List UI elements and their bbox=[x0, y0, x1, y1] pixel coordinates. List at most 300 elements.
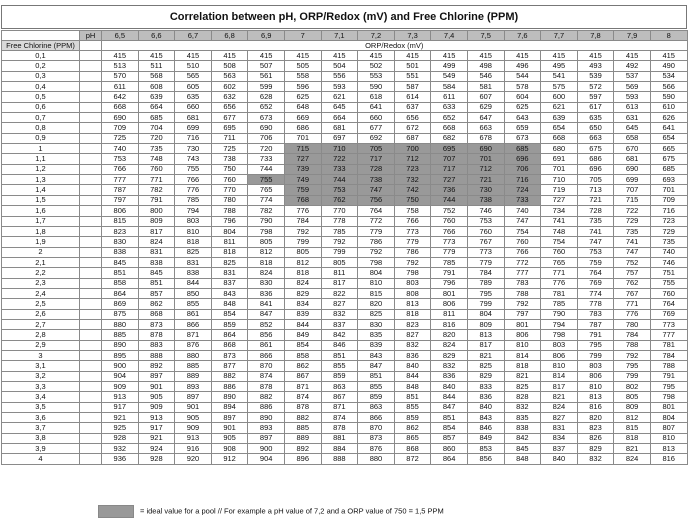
orp-value-cell: 675 bbox=[650, 154, 687, 164]
ppm-cell: 3,8 bbox=[2, 433, 80, 443]
orp-value-cell: 632 bbox=[211, 92, 248, 102]
orp-value-cell: 832 bbox=[394, 340, 431, 350]
orp-value-cell: 495 bbox=[541, 61, 578, 71]
orp-value-cell: 811 bbox=[211, 237, 248, 247]
orp-value-cell: 824 bbox=[248, 268, 285, 278]
orp-value-cell: 504 bbox=[321, 61, 358, 71]
orp-value-cell: 762 bbox=[321, 195, 358, 205]
ph-value-header: 7,1 bbox=[321, 31, 358, 41]
orp-value-cell: 740 bbox=[102, 144, 139, 154]
orp-value-cell: 812 bbox=[284, 257, 321, 267]
orp-value-cell: 820 bbox=[577, 413, 614, 423]
orp-value-cell: 857 bbox=[431, 433, 468, 443]
orp-value-cell: 537 bbox=[614, 71, 651, 81]
orp-value-cell: 912 bbox=[211, 454, 248, 464]
ppm-cell: 1,8 bbox=[2, 226, 80, 236]
orp-value-cell: 813 bbox=[650, 444, 687, 454]
orp-value-cell: 741 bbox=[614, 237, 651, 247]
orp-value-cell: 675 bbox=[577, 144, 614, 154]
orp-value-cell: 759 bbox=[284, 185, 321, 195]
orp-value-cell: 629 bbox=[467, 102, 504, 112]
orp-value-cell: 696 bbox=[504, 154, 541, 164]
orp-value-cell: 905 bbox=[211, 433, 248, 443]
orp-value-cell: 851 bbox=[321, 350, 358, 360]
orp-value-cell: 882 bbox=[211, 371, 248, 381]
orp-value-cell: 920 bbox=[175, 454, 212, 464]
orp-value-cell: 715 bbox=[284, 144, 321, 154]
orp-value-cell: 617 bbox=[577, 102, 614, 112]
orp-value-cell: 776 bbox=[175, 185, 212, 195]
orp-value-cell: 790 bbox=[541, 309, 578, 319]
orp-value-cell: 844 bbox=[394, 371, 431, 381]
orp-value-cell: 851 bbox=[358, 371, 395, 381]
blank-cell bbox=[80, 113, 102, 123]
orp-value-cell: 637 bbox=[394, 102, 431, 112]
orp-value-cell: 858 bbox=[284, 350, 321, 360]
orp-value-cell: 558 bbox=[284, 71, 321, 81]
orp-value-cell: 415 bbox=[284, 51, 321, 61]
orp-value-cell: 693 bbox=[650, 175, 687, 185]
orp-value-cell: 855 bbox=[394, 402, 431, 412]
orp-value-cell: 880 bbox=[358, 454, 395, 464]
orp-value-cell: 833 bbox=[467, 382, 504, 392]
orp-value-cell: 686 bbox=[577, 154, 614, 164]
blank-cell bbox=[80, 226, 102, 236]
orp-value-cell: 730 bbox=[467, 185, 504, 195]
subheader-row bbox=[2, 41, 688, 51]
orp-value-cell: 806 bbox=[504, 330, 541, 340]
orp-value-cell: 884 bbox=[321, 444, 358, 454]
orp-value-cell: 551 bbox=[394, 71, 431, 81]
orp-value-cell: 861 bbox=[175, 309, 212, 319]
table-row bbox=[2, 123, 688, 133]
orp-value-cell: 764 bbox=[577, 268, 614, 278]
orp-value-cell: 510 bbox=[175, 61, 212, 71]
orp-value-cell: 784 bbox=[284, 216, 321, 226]
orp-value-cell: 811 bbox=[321, 268, 358, 278]
orp-value-cell: 789 bbox=[467, 278, 504, 288]
blank-cell bbox=[80, 144, 102, 154]
table-row bbox=[2, 340, 688, 350]
orp-value-cell: 806 bbox=[577, 371, 614, 381]
correlation-table bbox=[1, 30, 688, 465]
orp-value-cell: 735 bbox=[138, 144, 175, 154]
orp-value-cell: 871 bbox=[321, 402, 358, 412]
orp-value-cell: 893 bbox=[175, 382, 212, 392]
orp-value-cell: 621 bbox=[321, 92, 358, 102]
orp-value-cell: 851 bbox=[431, 413, 468, 423]
orp-value-cell: 635 bbox=[175, 92, 212, 102]
orp-value-cell: 600 bbox=[541, 92, 578, 102]
orp-value-cell: 824 bbox=[614, 454, 651, 464]
ph-value-header: 8 bbox=[650, 31, 687, 41]
orp-value-cell: 917 bbox=[102, 402, 139, 412]
orp-value-cell: 871 bbox=[175, 330, 212, 340]
orp-value-cell: 740 bbox=[504, 206, 541, 216]
orp-value-cell: 798 bbox=[650, 392, 687, 402]
orp-value-cell: 751 bbox=[650, 268, 687, 278]
blank-cell bbox=[80, 92, 102, 102]
orp-value-cell: 849 bbox=[284, 330, 321, 340]
orp-value-cell: 681 bbox=[175, 113, 212, 123]
orp-value-cell: 760 bbox=[431, 216, 468, 226]
orp-value-cell: 831 bbox=[541, 423, 578, 433]
orp-value-cell: 701 bbox=[467, 154, 504, 164]
orp-value-cell: 877 bbox=[211, 361, 248, 371]
orp-value-cell: 788 bbox=[504, 288, 541, 298]
orp-value-cell: 802 bbox=[614, 382, 651, 392]
orp-value-cell: 733 bbox=[321, 164, 358, 174]
orp-value-cell: 821 bbox=[467, 350, 504, 360]
orp-value-cell: 691 bbox=[541, 154, 578, 164]
orp-value-cell: 851 bbox=[394, 392, 431, 402]
blank-cell bbox=[80, 371, 102, 381]
orp-value-cell: 660 bbox=[358, 113, 395, 123]
orp-value-cell: 815 bbox=[358, 288, 395, 298]
orp-value-cell: 803 bbox=[175, 216, 212, 226]
orp-value-cell: 590 bbox=[650, 92, 687, 102]
ppm-cell: 3,9 bbox=[2, 444, 80, 454]
orp-value-cell: 677 bbox=[358, 123, 395, 133]
orp-value-cell: 847 bbox=[431, 402, 468, 412]
orp-value-cell: 645 bbox=[614, 123, 651, 133]
orp-value-cell: 844 bbox=[431, 392, 468, 402]
orp-value-cell: 766 bbox=[431, 226, 468, 236]
orp-value-cell: 821 bbox=[504, 371, 541, 381]
orp-value-cell: 865 bbox=[394, 433, 431, 443]
orp-value-cell: 608 bbox=[138, 82, 175, 92]
orp-value-cell: 830 bbox=[102, 237, 139, 247]
orp-value-cell: 805 bbox=[321, 257, 358, 267]
ppm-cell: 1,6 bbox=[2, 206, 80, 216]
orp-value-cell: 720 bbox=[248, 144, 285, 154]
orp-value-cell: 669 bbox=[284, 113, 321, 123]
orp-value-cell: 859 bbox=[394, 413, 431, 423]
orp-value-cell: 765 bbox=[248, 185, 285, 195]
orp-value-cell: 826 bbox=[577, 433, 614, 443]
orp-value-cell: 904 bbox=[102, 371, 139, 381]
orp-value-cell: 747 bbox=[577, 237, 614, 247]
orp-value-cell: 818 bbox=[211, 247, 248, 257]
orp-value-cell: 786 bbox=[394, 247, 431, 257]
orp-value-cell: 800 bbox=[138, 206, 175, 216]
orp-value-cell: 706 bbox=[504, 164, 541, 174]
orp-value-cell: 777 bbox=[650, 330, 687, 340]
orp-value-cell: 774 bbox=[248, 195, 285, 205]
orp-value-cell: 678 bbox=[467, 133, 504, 143]
orp-value-cell: 932 bbox=[102, 444, 139, 454]
orp-value-cell: 744 bbox=[431, 195, 468, 205]
orp-value-cell: 614 bbox=[394, 92, 431, 102]
orp-value-cell: 788 bbox=[614, 340, 651, 350]
blank-cell bbox=[80, 433, 102, 443]
orp-value-cell: 797 bbox=[504, 309, 541, 319]
orp-value-cell: 754 bbox=[504, 226, 541, 236]
orp-value-cell: 843 bbox=[467, 413, 504, 423]
orp-value-cell: 716 bbox=[175, 133, 212, 143]
orp-value-cell: 840 bbox=[541, 454, 578, 464]
orp-value-cell: 799 bbox=[614, 371, 651, 381]
orp-value-cell: 769 bbox=[577, 278, 614, 288]
orp-value-cell: 837 bbox=[211, 278, 248, 288]
orp-value-cell: 569 bbox=[614, 82, 651, 92]
table-row bbox=[2, 237, 688, 247]
orp-value-cell: 886 bbox=[211, 382, 248, 392]
blank-cell bbox=[80, 454, 102, 464]
orp-value-cell: 663 bbox=[577, 133, 614, 143]
orp-value-cell: 570 bbox=[102, 71, 139, 81]
orp-value-cell: 735 bbox=[650, 237, 687, 247]
blank-cell bbox=[80, 82, 102, 92]
orp-value-cell: 855 bbox=[358, 382, 395, 392]
orp-value-cell: 759 bbox=[577, 257, 614, 267]
orp-value-cell: 755 bbox=[248, 175, 285, 185]
orp-value-cell: 928 bbox=[102, 433, 139, 443]
ppm-cell: 1,1 bbox=[2, 154, 80, 164]
orp-value-cell: 896 bbox=[284, 454, 321, 464]
orp-value-cell: 842 bbox=[504, 433, 541, 443]
orp-value-cell: 660 bbox=[175, 102, 212, 112]
orp-value-cell: 801 bbox=[431, 288, 468, 298]
orp-value-cell: 924 bbox=[138, 444, 175, 454]
orp-value-cell: 764 bbox=[358, 206, 395, 216]
orp-value-cell: 415 bbox=[431, 51, 468, 61]
orp-value-cell: 587 bbox=[394, 82, 431, 92]
orp-value-cell: 889 bbox=[175, 371, 212, 381]
orp-value-cell: 875 bbox=[102, 309, 139, 319]
orp-value-cell: 717 bbox=[431, 164, 468, 174]
ppm-cell: 0,1 bbox=[2, 51, 80, 61]
table-row bbox=[2, 257, 688, 267]
orp-value-cell: 780 bbox=[614, 319, 651, 329]
orp-value-cell: 818 bbox=[284, 268, 321, 278]
orp-value-cell: 804 bbox=[650, 413, 687, 423]
orp-value-cell: 890 bbox=[248, 413, 285, 423]
orp-value-cell: 799 bbox=[284, 237, 321, 247]
orp-value-cell: 892 bbox=[284, 444, 321, 454]
table-row bbox=[2, 278, 688, 288]
blank-cell bbox=[80, 268, 102, 278]
orp-value-cell: 794 bbox=[175, 206, 212, 216]
orp-value-cell: 815 bbox=[102, 216, 139, 226]
orp-value-cell: 901 bbox=[138, 382, 175, 392]
orp-value-cell: 785 bbox=[431, 257, 468, 267]
orp-value-cell: 856 bbox=[467, 454, 504, 464]
orp-value-cell: 415 bbox=[248, 51, 285, 61]
orp-value-cell: 741 bbox=[577, 226, 614, 236]
orp-value-cell: 868 bbox=[394, 444, 431, 454]
table-row bbox=[2, 154, 688, 164]
orp-value-cell: 493 bbox=[577, 61, 614, 71]
orp-value-cell: 778 bbox=[321, 216, 358, 226]
orp-value-cell: 841 bbox=[248, 299, 285, 309]
orp-value-cell: 633 bbox=[431, 102, 468, 112]
orp-value-cell: 656 bbox=[211, 102, 248, 112]
orp-value-cell: 596 bbox=[284, 82, 321, 92]
orp-value-cell: 415 bbox=[321, 51, 358, 61]
orp-value-cell: 806 bbox=[541, 350, 578, 360]
orp-value-cell: 720 bbox=[138, 133, 175, 143]
row-header-label: Free Chlorine (PPM) bbox=[2, 41, 80, 51]
orp-value-cell: 581 bbox=[467, 82, 504, 92]
orp-value-cell: 681 bbox=[614, 154, 651, 164]
blank-cell bbox=[80, 288, 102, 298]
table-row bbox=[2, 413, 688, 423]
orp-value-cell: 805 bbox=[614, 392, 651, 402]
orp-value-cell: 722 bbox=[614, 206, 651, 216]
orp-value-cell: 721 bbox=[467, 175, 504, 185]
orp-value-cell: 605 bbox=[175, 82, 212, 92]
orp-value-cell: 719 bbox=[541, 185, 578, 195]
orp-value-cell: 840 bbox=[467, 402, 504, 412]
orp-value-cell: 710 bbox=[321, 144, 358, 154]
table-row bbox=[2, 113, 688, 123]
orp-value-cell: 825 bbox=[358, 309, 395, 319]
orp-value-cell: 628 bbox=[248, 92, 285, 102]
blank-cell bbox=[80, 237, 102, 247]
orp-value-cell: 894 bbox=[211, 402, 248, 412]
orp-value-cell: 798 bbox=[248, 226, 285, 236]
ph-value-header: 6,8 bbox=[211, 31, 248, 41]
orp-value-cell: 766 bbox=[504, 247, 541, 257]
ppm-cell: 3 bbox=[2, 350, 80, 360]
orp-value-cell: 864 bbox=[211, 330, 248, 340]
orp-value-cell: 690 bbox=[467, 144, 504, 154]
orp-value-cell: 756 bbox=[358, 195, 395, 205]
orp-value-cell: 820 bbox=[431, 330, 468, 340]
orp-value-cell: 888 bbox=[138, 350, 175, 360]
orp-value-cell: 771 bbox=[541, 268, 578, 278]
orp-value-cell: 851 bbox=[138, 278, 175, 288]
orp-value-cell: 732 bbox=[394, 175, 431, 185]
ppm-cell: 0,3 bbox=[2, 71, 80, 81]
orp-value-cell: 832 bbox=[431, 361, 468, 371]
orp-value-cell: 728 bbox=[358, 164, 395, 174]
orp-value-cell: 584 bbox=[431, 82, 468, 92]
orp-value-cell: 502 bbox=[358, 61, 395, 71]
ppm-cell: 0,7 bbox=[2, 113, 80, 123]
orp-value-cell: 811 bbox=[431, 309, 468, 319]
orp-value-cell: 822 bbox=[321, 288, 358, 298]
orp-value-cell: 798 bbox=[394, 268, 431, 278]
ppm-cell: 0,4 bbox=[2, 82, 80, 92]
orp-value-cell: 593 bbox=[614, 92, 651, 102]
ph-value-header: 7,5 bbox=[467, 31, 504, 41]
orp-value-cell: 866 bbox=[358, 413, 395, 423]
orp-value-cell: 809 bbox=[138, 216, 175, 226]
ph-label: pH bbox=[80, 31, 102, 41]
blank-cell bbox=[80, 340, 102, 350]
orp-value-cell: 723 bbox=[394, 164, 431, 174]
blank-cell bbox=[80, 382, 102, 392]
orp-value-cell: 701 bbox=[650, 185, 687, 195]
orp-value-cell: 772 bbox=[358, 216, 395, 226]
orp-value-cell: 785 bbox=[175, 195, 212, 205]
orp-value-cell: 736 bbox=[431, 185, 468, 195]
orp-value-cell: 783 bbox=[577, 309, 614, 319]
orp-value-cell: 695 bbox=[431, 144, 468, 154]
orp-value-cell: 900 bbox=[248, 444, 285, 454]
orp-value-cell: 866 bbox=[248, 350, 285, 360]
ppm-cell: 2,3 bbox=[2, 278, 80, 288]
orp-value-cell: 892 bbox=[138, 361, 175, 371]
orp-value-cell: 792 bbox=[358, 247, 395, 257]
orp-value-cell: 717 bbox=[358, 154, 395, 164]
orp-value-cell: 652 bbox=[431, 113, 468, 123]
orp-value-cell: 778 bbox=[577, 299, 614, 309]
orp-value-cell: 766 bbox=[102, 164, 139, 174]
blank-cell bbox=[80, 247, 102, 257]
table-row bbox=[2, 330, 688, 340]
ppm-cell: 3,5 bbox=[2, 402, 80, 412]
orp-value-cell: 905 bbox=[175, 413, 212, 423]
orp-value-cell: 813 bbox=[467, 330, 504, 340]
orp-value-cell: 735 bbox=[577, 216, 614, 226]
orp-value-cell: 880 bbox=[175, 350, 212, 360]
orp-value-cell: 885 bbox=[175, 361, 212, 371]
orp-value-cell: 795 bbox=[577, 340, 614, 350]
orp-value-cell: 728 bbox=[577, 206, 614, 216]
orp-value-cell: 760 bbox=[211, 175, 248, 185]
orp-value-cell: 680 bbox=[541, 144, 578, 154]
orp-value-cell: 856 bbox=[248, 330, 285, 340]
orp-value-cell: 544 bbox=[504, 71, 541, 81]
orp-value-cell: 643 bbox=[504, 113, 541, 123]
orp-value-cell: 738 bbox=[358, 175, 395, 185]
orp-value-cell: 511 bbox=[138, 61, 175, 71]
orp-value-cell: 773 bbox=[467, 247, 504, 257]
orp-value-cell: 697 bbox=[321, 133, 358, 143]
orp-value-cell: 824 bbox=[431, 340, 468, 350]
orp-value-cell: 686 bbox=[284, 123, 321, 133]
orp-value-cell: 735 bbox=[614, 226, 651, 236]
ph-value-header: 7,2 bbox=[358, 31, 395, 41]
orp-value-cell: 677 bbox=[211, 113, 248, 123]
orp-value-cell: 861 bbox=[248, 340, 285, 350]
orp-value-cell: 845 bbox=[102, 257, 139, 267]
orp-value-cell: 835 bbox=[504, 413, 541, 423]
orp-value-cell: 765 bbox=[541, 257, 578, 267]
table-row bbox=[2, 268, 688, 278]
ppm-cell: 2 bbox=[2, 247, 80, 257]
orp-value-cell: 565 bbox=[175, 71, 212, 81]
ph-value-header: 7,6 bbox=[504, 31, 541, 41]
orp-value-cell: 776 bbox=[614, 309, 651, 319]
ph-value-header: 6,7 bbox=[175, 31, 212, 41]
orp-value-cell: 729 bbox=[614, 216, 651, 226]
orp-value-cell: 739 bbox=[284, 164, 321, 174]
ppm-cell: 1,3 bbox=[2, 175, 80, 185]
orp-value-cell: 845 bbox=[504, 444, 541, 454]
table-row bbox=[2, 144, 688, 154]
orp-value-cell: 611 bbox=[431, 92, 468, 102]
orp-value-cell: 784 bbox=[467, 268, 504, 278]
ppm-cell: 0,8 bbox=[2, 123, 80, 133]
orp-value-cell: 700 bbox=[394, 144, 431, 154]
orp-value-cell: 768 bbox=[284, 195, 321, 205]
table-row bbox=[2, 402, 688, 412]
orp-value-cell: 890 bbox=[102, 340, 139, 350]
orp-value-cell: 882 bbox=[248, 392, 285, 402]
orp-value-cell: 874 bbox=[321, 413, 358, 423]
orp-value-cell: 664 bbox=[321, 113, 358, 123]
orp-value-cell: 744 bbox=[248, 164, 285, 174]
ph-value-header: 7 bbox=[284, 31, 321, 41]
legend-swatch bbox=[98, 505, 134, 518]
orp-value-cell: 788 bbox=[211, 206, 248, 216]
orp-value-cell: 798 bbox=[541, 330, 578, 340]
orp-value-cell: 909 bbox=[138, 402, 175, 412]
